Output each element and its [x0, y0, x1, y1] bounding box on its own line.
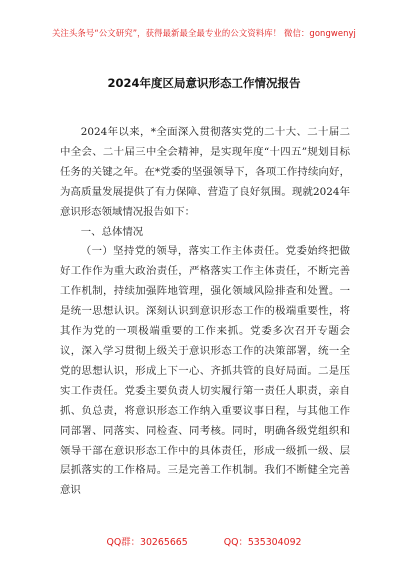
- footer-qq-group: QQ群：30265665: [106, 537, 188, 548]
- document-body: [60, 123, 350, 501]
- footer-qq-number: QQ：535304092: [223, 537, 302, 548]
- document-title: 2024年度区局意识形态工作情况报告: [107, 76, 301, 90]
- body-paragraph: （一）坚持党的领导，落实工作主体责任。党委始终把做好工作作为重大政治责任，严格落实工作主体责任，不断完善工作机制，持续加强阵地管理，强化领域风险排查和处置。一是统一思想认识。深刻认识到意识形态工作的极端重要性，将其作为党的一项极端重要的工作来抓。党委多次召开专题会议，深入学习贯彻上级关于意识形态工作的决策部署，统一全党的思想认识，形成上下一心、齐抓共管的良好局面。二是压实工作责任。党委主要负责人切实履行第一责任人职责，亲自抓、负总责，将意识形态工作纳入重要议事日程，与其他工作同部署、同落实、同检查、同考核。同时，明确各级党组织和领导干部在意识形态工作中的具体责任，形成一级抓一级、层层抓落实的工作格局。三是完善工作机制。我们不断健全完善意识: [60, 245, 350, 497]
- section-heading: 一、总体情况: [80, 225, 144, 238]
- footer-contact: [0, 534, 408, 548]
- header-banner: 关注头条号“公文研究”，获得最新最全最专业的公文资料库！ 微信：gongwenyj: [52, 28, 356, 38]
- intro-paragraph: 2024年以来，*全面深入贯彻落实党的二十大、二十届二中全会、二十届三中全会精神，是实现年度“十四五”规划目标任务的关键之年。在*党委的坚强领导下，各项工作持续向好，为高质量发展提供了有力保障、营造了良好氛围。现就2024年意识形态领域情况报告如下：: [60, 126, 350, 218]
